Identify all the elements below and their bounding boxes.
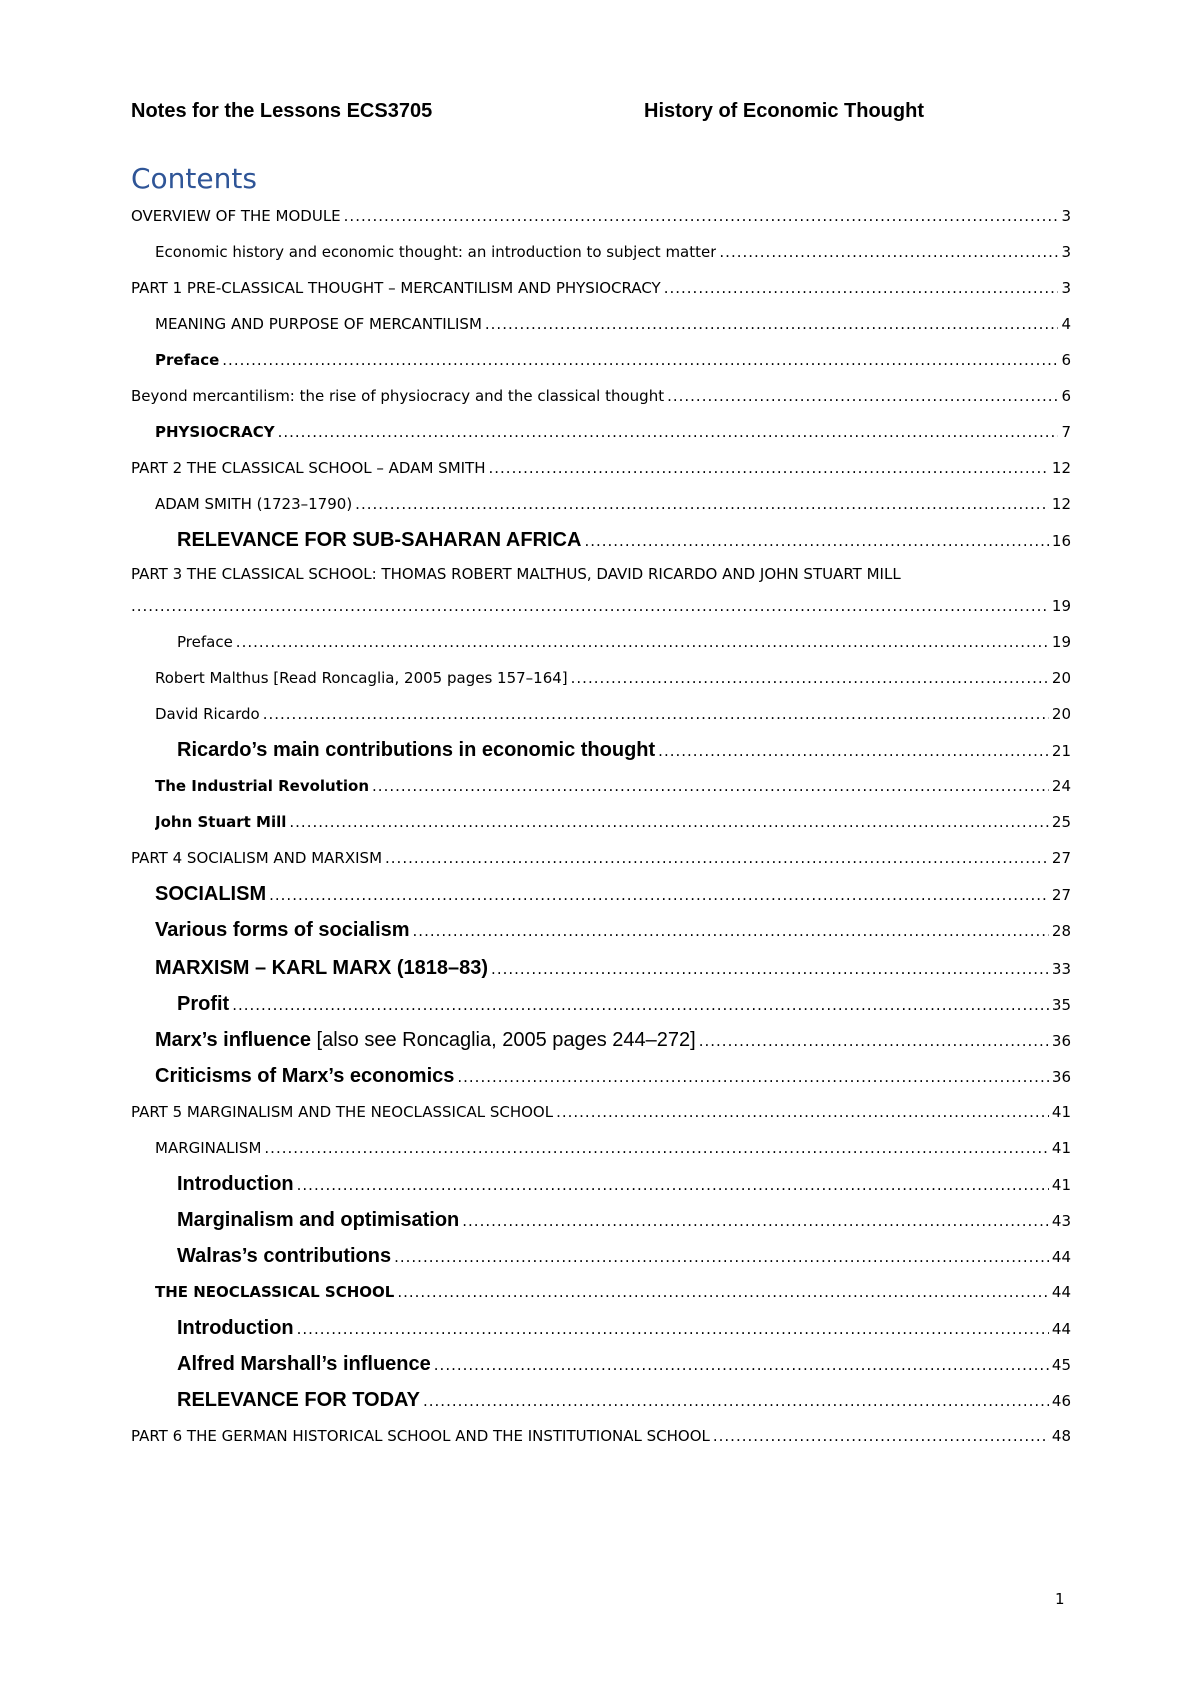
toc-entry-page: 28	[1051, 922, 1071, 940]
toc-leader-dots	[232, 995, 1049, 1015]
toc-leader-dots	[394, 1247, 1049, 1267]
toc-entry-label: Preface	[177, 633, 233, 651]
toc-entry[interactable]	[131, 1282, 1071, 1302]
toc-entry-page: 48	[1051, 1427, 1071, 1445]
toc-entry-label: David Ricardo	[155, 705, 260, 723]
toc-entry-label: PHYSIOCRACY	[155, 423, 275, 441]
toc-entry[interactable]	[131, 1066, 1071, 1087]
toc-entry[interactable]	[131, 776, 1071, 796]
toc-entry-page: 20	[1051, 705, 1071, 723]
toc-entry-page: 44	[1051, 1248, 1071, 1266]
toc-entry[interactable]	[131, 1030, 1071, 1051]
toc-leader-dots	[556, 1102, 1049, 1122]
toc-entry-label: Profit	[177, 994, 230, 1014]
toc-leader-dots	[397, 1282, 1049, 1302]
toc-entry-page: 12	[1051, 459, 1071, 477]
toc-leader-dots	[462, 1211, 1049, 1231]
toc-entry-page: 6	[1061, 387, 1071, 405]
toc-entry-label-rest: [also see Roncaglia, 2005 pages 244–272]	[310, 1030, 696, 1050]
toc-entry-label: RELEVANCE FOR SUB-SAHARAN AFRICA	[177, 530, 582, 550]
toc-entry-label: Economic history and economic thought: an introduction to subject matter	[155, 243, 717, 261]
toc-leader-dots	[222, 350, 1058, 370]
toc-entry[interactable]	[131, 422, 1071, 442]
toc-leader-dots	[355, 494, 1049, 514]
toc-entry-label: MARXISM – KARL MARX (1818–83)	[155, 958, 489, 978]
toc-entry-label: RELEVANCE FOR TODAY	[177, 1390, 420, 1410]
toc-entry-page: 35	[1051, 996, 1071, 1014]
toc-entry-page: 25	[1051, 813, 1071, 831]
toc-leader-dots	[658, 741, 1049, 761]
toc-entry-label: MEANING AND PURPOSE OF MERCANTILISM	[155, 315, 482, 333]
toc-entry-label: PART 2 THE CLASSICAL SCHOOL – ADAM SMITH	[131, 459, 486, 477]
toc-entry-page: 27	[1051, 849, 1071, 867]
toc-leader-dots	[571, 668, 1049, 688]
toc-heading: Contents	[131, 162, 257, 195]
toc-entry[interactable]	[131, 848, 1071, 868]
toc-entry[interactable]	[131, 1354, 1071, 1375]
toc-entry[interactable]	[131, 812, 1071, 832]
toc-entry[interactable]	[131, 884, 1071, 905]
toc-entry-page: 43	[1051, 1212, 1071, 1230]
toc-leader-dots	[667, 386, 1058, 406]
toc-entry-label: PART 4 SOCIALISM AND MARXISM	[131, 849, 383, 867]
toc-leader-dots	[413, 921, 1049, 941]
toc-entry-page: 3	[1061, 207, 1071, 225]
toc-entry-page: 3	[1061, 279, 1071, 297]
toc-entry-page: 20	[1051, 669, 1071, 687]
toc-entry-page: 41	[1051, 1103, 1071, 1121]
toc-entry-page: 12	[1051, 495, 1071, 513]
toc-entry-page: 45	[1051, 1356, 1071, 1374]
toc-leader-dots	[297, 1319, 1049, 1339]
toc-leader-dots	[719, 242, 1058, 262]
page-header	[131, 100, 1071, 128]
toc-entry-page: 46	[1051, 1392, 1071, 1410]
toc-entry-label: PART 6 THE GERMAN HISTORICAL SCHOOL AND THE INSTITUTIONAL SCHOOL	[131, 1427, 710, 1445]
toc-entry-page: 16	[1051, 532, 1071, 550]
toc-leader-dots	[713, 1426, 1049, 1446]
toc-leader-dots	[289, 812, 1049, 832]
toc-entry[interactable]	[131, 668, 1071, 688]
toc-entry-label: Criticisms of Marx’s economics	[155, 1066, 455, 1086]
toc-entry-page: 44	[1051, 1283, 1071, 1301]
toc-leader-dots	[131, 596, 1049, 616]
toc-leader-dots	[491, 959, 1049, 979]
toc-entry-label: John Stuart Mill	[155, 813, 287, 831]
toc-entry-page: 4	[1061, 315, 1071, 333]
toc-leader-dots	[385, 848, 1049, 868]
toc-entry-label: THE NEOCLASSICAL SCHOOL	[155, 1283, 395, 1301]
toc-entry[interactable]	[131, 350, 1071, 370]
toc-leader-dots	[699, 1031, 1049, 1051]
toc-entry-page: 19	[1051, 597, 1071, 615]
toc-leader-dots	[423, 1391, 1049, 1411]
toc-leader-dots	[297, 1175, 1049, 1195]
header-subject-title: History of Economic Thought	[644, 100, 924, 122]
toc-entry-label: Robert Malthus [Read Roncaglia, 2005 pages 157–164]	[155, 669, 568, 687]
toc-entry[interactable]	[131, 632, 1071, 652]
toc-leader-dots	[485, 314, 1059, 334]
toc-entry[interactable]	[131, 1174, 1071, 1195]
toc-entry[interactable]	[131, 458, 1071, 478]
toc-entry-label	[155, 1030, 696, 1050]
toc-entry-label: Beyond mercantilism: the rise of physiocracy and the classical thought	[131, 387, 665, 405]
toc-entry[interactable]	[131, 1210, 1071, 1231]
toc-entry[interactable]	[131, 494, 1071, 514]
toc-entry-label: Preface	[155, 351, 220, 369]
toc-leader-dots	[278, 422, 1059, 442]
toc-entry[interactable]	[131, 242, 1071, 262]
toc-entry[interactable]	[131, 386, 1071, 406]
toc-entry[interactable]	[131, 1102, 1071, 1122]
toc-entry-page: 6	[1061, 351, 1071, 369]
toc-entry-page: 24	[1051, 777, 1071, 795]
toc-entry-label: SOCIALISM	[155, 884, 267, 904]
toc-entry[interactable]	[131, 530, 1071, 551]
header-course-title: Notes for the Lessons ECS3705	[131, 100, 433, 122]
toc-entry-page: 27	[1051, 886, 1071, 904]
toc-entry[interactable]	[131, 740, 1071, 761]
toc-entry[interactable]	[131, 596, 1071, 616]
toc-entry-label: Alfred Marshall’s influence	[177, 1354, 431, 1374]
toc-leader-dots	[372, 776, 1049, 796]
toc-entry[interactable]	[131, 920, 1071, 941]
toc-entry[interactable]	[131, 958, 1071, 979]
toc-entry-label-wrapped[interactable]: PART 3 THE CLASSICAL SCHOOL: THOMAS ROBERT MALTHUS, DAVID RICARDO AND JOHN STUART MILL	[131, 565, 901, 583]
toc-entry-page: 19	[1051, 633, 1071, 651]
toc-entry[interactable]	[131, 1390, 1071, 1411]
toc-leader-dots	[664, 278, 1059, 298]
toc-entry[interactable]	[131, 704, 1071, 724]
toc-entry-label: Marginalism and optimisation	[177, 1210, 460, 1230]
toc-leader-dots	[263, 704, 1049, 724]
toc-entry-page: 41	[1051, 1139, 1071, 1157]
toc-entry-label: PART 5 MARGINALISM AND THE NEOCLASSICAL SCHOOL	[131, 1103, 554, 1121]
toc-leader-dots	[264, 1138, 1049, 1158]
toc-leader-dots	[236, 632, 1049, 652]
toc-entry[interactable]	[131, 1318, 1071, 1339]
toc-entry-label: OVERVIEW OF THE MODULE	[131, 207, 341, 225]
toc-entry-page: 21	[1051, 742, 1071, 760]
toc-entry-page: 36	[1051, 1032, 1071, 1050]
toc-entry-label: The Industrial Revolution	[155, 777, 370, 795]
toc-entry-label: PART 1 PRE-CLASSICAL THOUGHT – MERCANTILISM AND PHYSIOCRACY	[131, 279, 661, 297]
toc-entry-label: MARGINALISM	[155, 1139, 262, 1157]
toc-entry[interactable]	[131, 1246, 1071, 1267]
toc-leader-dots	[584, 531, 1048, 551]
toc-entry-page: 36	[1051, 1068, 1071, 1086]
toc-entry-label: Walras’s contributions	[177, 1246, 392, 1266]
toc-leader-dots	[269, 885, 1049, 905]
toc-entry[interactable]	[131, 206, 1071, 226]
toc-entry[interactable]	[131, 314, 1071, 334]
toc-entry-page: 33	[1051, 960, 1071, 978]
toc-entry-page: 3	[1061, 243, 1071, 261]
toc-leader-dots	[457, 1067, 1049, 1087]
toc-entry-page: 7	[1061, 423, 1071, 441]
toc-leader-dots	[489, 458, 1049, 478]
toc-entry-label: ADAM SMITH (1723–1790)	[155, 495, 353, 513]
toc-entry[interactable]	[131, 994, 1071, 1015]
toc-entry[interactable]	[131, 1426, 1071, 1446]
toc-leader-dots	[344, 206, 1059, 226]
toc-entry[interactable]	[131, 278, 1071, 298]
toc-entry[interactable]	[131, 1138, 1071, 1158]
toc-entry-label-bold: Marx’s influence	[155, 1030, 311, 1050]
toc-leader-dots	[434, 1355, 1049, 1375]
toc-entry-label: Introduction	[177, 1174, 294, 1194]
page-number: 1	[1055, 1590, 1065, 1608]
toc-entry-label: Various forms of socialism	[155, 920, 410, 940]
toc-entry-label: Ricardo’s main contributions in economic thought	[177, 740, 656, 760]
toc-entry-page: 44	[1051, 1320, 1071, 1338]
toc-entry-page: 41	[1051, 1176, 1071, 1194]
toc-entry-label: Introduction	[177, 1318, 294, 1338]
